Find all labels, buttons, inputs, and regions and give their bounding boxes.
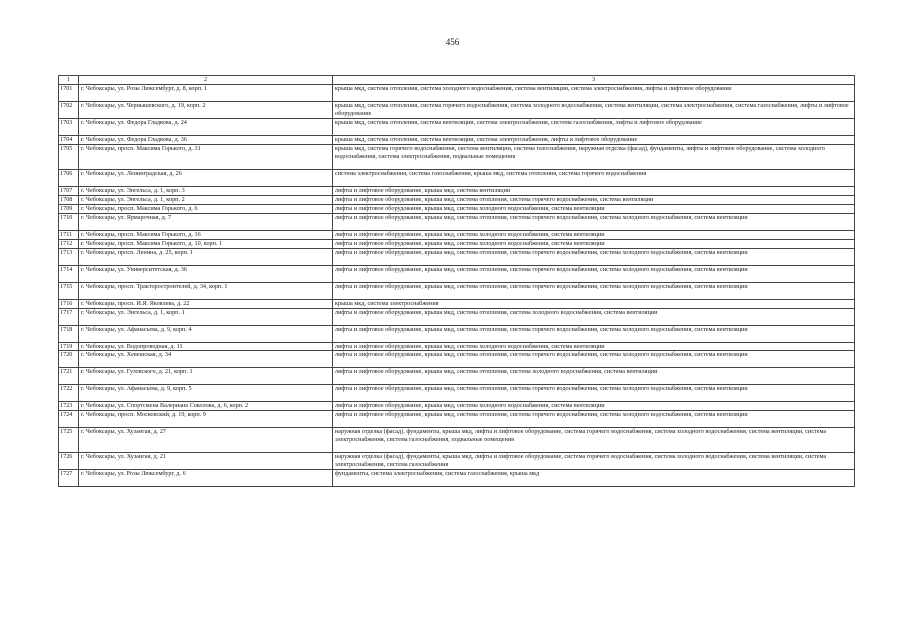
table-row <box>59 85 855 102</box>
row-number: 1707 <box>59 186 79 195</box>
row-systems: крыша мкд, система электроснабжения <box>333 299 855 308</box>
row-systems: крыша мкд, система отопления, система горячего водоснабжения, система холодного водоснабжения, система вентиляции, система электроснабжения, система газоснабжения, лифты и лифтовое оборудование <box>333 102 855 119</box>
row-systems: наружная отделка (фасад), фундаменты, крыша мкд, лифты и лифтовое оборудование, система горячего водоснабжения, система холодного водоснабжения, система вентиляции, система электроснабжения, система газоснабжения <box>333 453 855 470</box>
row-number: 1703 <box>59 119 79 136</box>
row-systems: лифты и лифтовое оборудование, крыша мкд, система отопления, система горячего водоснабжения, система холодного водоснабжения, система вентиляции <box>333 325 855 342</box>
table-row <box>59 308 855 325</box>
row-systems: крыша мкд, система горячего водоснабжения, система вентиляции, система газоснабжения, наружная отделка (фасад), фундаменты, лифты и лифтовое оборудование, система холодного водоснабжения, система электроснабжения, подвальные помещения <box>333 144 855 169</box>
table-row <box>59 102 855 119</box>
row-address: г. Чебоксары, ул. Хузангая, д. 21 <box>79 453 333 470</box>
table-row <box>59 265 855 282</box>
row-systems: лифты и лифтовое оборудование, крыша мкд, система вентиляции <box>333 186 855 195</box>
row-number: 1725 <box>59 428 79 453</box>
row-systems: крыша мкд, система отопления, система вентиляции, система электроснабжения, лифты и лифтовое оборудование <box>333 136 855 145</box>
page-number: 456 <box>445 37 460 47</box>
header-col-2: 2 <box>79 76 333 85</box>
row-address: г. Чебоксары, просп. Максима Горького, д. 16 <box>79 230 333 239</box>
row-address: г. Чебоксары, ул. Федора Гладкова, д. 36 <box>79 136 333 145</box>
row-number: 1727 <box>59 470 79 487</box>
row-number: 1708 <box>59 195 79 204</box>
row-systems: лифты и лифтовое оборудование, крыша мкд, система отопления, система холодного водоснабжения, система вентиляции <box>333 368 855 385</box>
row-address: г. Чебоксары, ул. Ярмарочная, д. 7 <box>79 213 333 230</box>
row-systems: лифты и лифтовое оборудование, крыша мкд, система холодного водоснабжения, система вентиляции <box>333 239 855 248</box>
table-row <box>59 119 855 136</box>
row-systems: лифты и лифтовое оборудование, крыша мкд, система отопления, система горячего водоснабжения, система холодного водоснабжения, система вентиляции <box>333 385 855 402</box>
row-address: г. Чебоксары, ул. Энгельса, д. 1, корп. 1 <box>79 308 333 325</box>
row-address: г. Чебоксары, ул. Гузовского, д. 21, корп. 1 <box>79 368 333 385</box>
row-address: г. Чебоксары, ул. Ленинградская, д. 26 <box>79 169 333 186</box>
row-address: г. Чебоксары, просп. Максима Горького, д. 6 <box>79 204 333 213</box>
row-number: 1715 <box>59 282 79 299</box>
row-address: г. Чебоксары, ул. Спортсмена Валериана Соколова, д. 6, корп. 2 <box>79 402 333 411</box>
table-row <box>59 239 855 248</box>
row-systems: лифты и лифтовое оборудование, крыша мкд, система отопления, система холодного водоснабжения, система вентиляции <box>333 308 855 325</box>
row-number: 1701 <box>59 85 79 102</box>
row-systems: лифты и лифтовое оборудование, крыша мкд, система отопления, система горячего водоснабжения, система вентиляции <box>333 195 855 204</box>
row-systems: лифты и лифтовое оборудование, крыша мкд, система холодного водоснабжения, система вентиляции <box>333 402 855 411</box>
row-number: 1718 <box>59 325 79 342</box>
table-row <box>59 342 855 351</box>
row-address: г. Чебоксары, просп. Ленина, д. 25, корп. 1 <box>79 248 333 265</box>
table-row <box>59 213 855 230</box>
row-address: г. Чебоксары, ул. Энгельса, д. 1, корп. 3 <box>79 186 333 195</box>
building-systems-table <box>58 75 855 487</box>
row-number: 1724 <box>59 411 79 428</box>
row-address: г. Чебоксары, ул. Хузангая, д. 27 <box>79 428 333 453</box>
row-systems: крыша мкд, система отопления, система холодного водоснабжения, система вентиляции, система электроснабжения, лифты и лифтовое оборудование <box>333 85 855 102</box>
row-address: г. Чебоксары, просп. Максима Горького, д. 10, корп. 1 <box>79 239 333 248</box>
header-row <box>59 76 855 85</box>
table-row <box>59 144 855 169</box>
row-systems: лифты и лифтовое оборудование, крыша мкд, система отопления, система горячего водоснабжения, система холодного водоснабжения, система вентиляции <box>333 411 855 428</box>
row-number: 1710 <box>59 213 79 230</box>
row-number: 1717 <box>59 308 79 325</box>
row-address: г. Чебоксары, ул. Водопроводная, д. 11 <box>79 342 333 351</box>
row-systems: лифты и лифтовое оборудование, крыша мкд, система отопления, система горячего водоснабжения, система холодного водоснабжения, система вентиляции <box>333 265 855 282</box>
row-systems: лифты и лифтовое оборудование, крыша мкд, система холодного водоснабжения, система вентиляции <box>333 342 855 351</box>
row-address: г. Чебоксары, ул. Энгельса, д. 1, корп. 2 <box>79 195 333 204</box>
table-row <box>59 230 855 239</box>
row-address: г. Чебоксары, ул. Афанасьева, д. 9, корп. 5 <box>79 385 333 402</box>
table-row <box>59 385 855 402</box>
row-number: 1716 <box>59 299 79 308</box>
table-row <box>59 428 855 453</box>
row-number: 1720 <box>59 351 79 368</box>
row-address: г. Чебоксары, просп. Тракторостроителей, д. 34, корп. 1 <box>79 282 333 299</box>
row-number: 1719 <box>59 342 79 351</box>
row-number: 1704 <box>59 136 79 145</box>
row-number: 1721 <box>59 368 79 385</box>
table-row <box>59 282 855 299</box>
table-row <box>59 351 855 368</box>
row-address: г. Чебоксары, ул. Розы Люксембург, д. 6 <box>79 470 333 487</box>
row-systems: лифты и лифтовое оборудование, крыша мкд, система отопления, система горячего водоснабжения, система холодного водоснабжения, система вентиляции <box>333 248 855 265</box>
row-number: 1726 <box>59 453 79 470</box>
row-address: г. Чебоксары, ул. Розы Люксембург, д. 8, корп. 1 <box>79 85 333 102</box>
table-row <box>59 299 855 308</box>
row-systems: лифты и лифтовое оборудование, крыша мкд, система холодного водоснабжения, система вентиляции <box>333 204 855 213</box>
row-address: г. Чебоксары, ул. Хевешская, д. 34 <box>79 351 333 368</box>
table-row <box>59 411 855 428</box>
row-systems: лифты и лифтовое оборудование, крыша мкд, система холодного водоснабжения, система вентиляции <box>333 230 855 239</box>
row-number: 1722 <box>59 385 79 402</box>
row-systems: наружная отделка (фасад), фундаменты, крыша мкд, лифты и лифтовое оборудование, система горячего водоснабжения, система холодного водоснабжения, система вентиляции, система электроснабжения, система газоснабжения, подвальные помещения <box>333 428 855 453</box>
row-number: 1712 <box>59 239 79 248</box>
table-row <box>59 248 855 265</box>
row-address: г. Чебоксары, ул. Университетская, д. 36 <box>79 265 333 282</box>
row-systems: лифты и лифтовое оборудование, крыша мкд, система отопления, система горячего водоснабжения, система холодного водоснабжения, система вентиляции <box>333 282 855 299</box>
table-row <box>59 402 855 411</box>
table-row <box>59 325 855 342</box>
row-number: 1702 <box>59 102 79 119</box>
table-row <box>59 470 855 487</box>
row-number: 1706 <box>59 169 79 186</box>
row-number: 1709 <box>59 204 79 213</box>
row-address: г. Чебоксары, ул. Афанасьева, д. 9, корп. 4 <box>79 325 333 342</box>
row-number: 1711 <box>59 230 79 239</box>
row-address: г. Чебоксары, ул. Федора Гладкова, д. 24 <box>79 119 333 136</box>
row-systems: фундаменты, система электроснабжения, система газоснабжения, крыша мкд <box>333 470 855 487</box>
table-row <box>59 186 855 195</box>
header-col-1: 1 <box>59 76 79 85</box>
row-systems: система электроснабжения, система газоснабжения, крыша мкд, система отопления, система горячего водоснабжения <box>333 169 855 186</box>
row-number: 1723 <box>59 402 79 411</box>
row-number: 1714 <box>59 265 79 282</box>
row-address: г. Чебоксары, ул. Чернышевского, д. 19, корп. 2 <box>79 102 333 119</box>
row-systems: крыша мкд, система отопления, система вентиляции, система электроснабжения, система газоснабжения, лифты и лифтовое оборудование <box>333 119 855 136</box>
row-systems: лифты и лифтовое оборудование, крыша мкд, система отопления, система горячего водоснабжения, система холодного водоснабжения, система вентиляции <box>333 351 855 368</box>
table-row <box>59 195 855 204</box>
table-row <box>59 136 855 145</box>
row-number: 1705 <box>59 144 79 169</box>
table-row <box>59 453 855 470</box>
row-number: 1713 <box>59 248 79 265</box>
table-row <box>59 204 855 213</box>
row-address: г. Чебоксары, просп. Московский, д. 19, корп. 9 <box>79 411 333 428</box>
row-systems: лифты и лифтовое оборудование, крыша мкд, система отопления, система горячего водоснабжения, система холодного водоснабжения, система вентиляции <box>333 213 855 230</box>
header-col-3: 3 <box>333 76 855 85</box>
table-row <box>59 169 855 186</box>
row-address: г. Чебоксары, просп. Максима Горького, д. 31 <box>79 144 333 169</box>
row-address: г. Чебоксары, просп. И.Я. Яковлева, д. 22 <box>79 299 333 308</box>
table-row <box>59 368 855 385</box>
